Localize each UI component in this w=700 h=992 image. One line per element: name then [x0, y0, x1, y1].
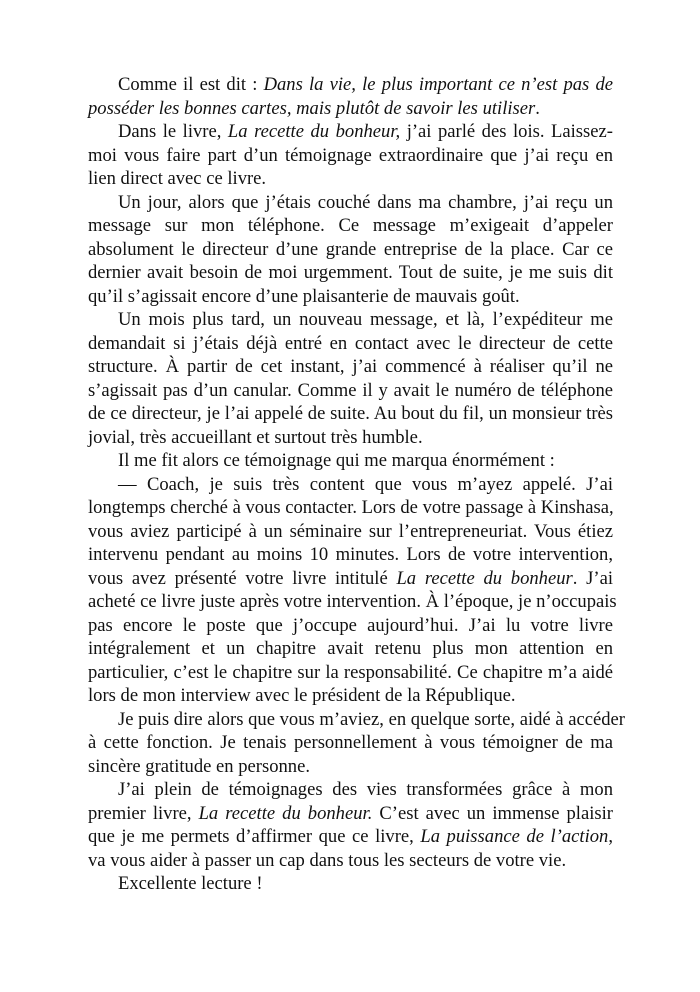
- text-run: dernier avait besoin de moi urgemment. Tout de suite, je me suis dit: [88, 262, 613, 283]
- text-run: C’est avec un immense plaisir: [372, 802, 613, 824]
- text-run: Dans le livre,: [118, 121, 228, 142]
- text-run: ,: [608, 826, 614, 847]
- text-run: vous aviez participé à un séminaire sur l’entrepreneuriat. Vous étiez: [88, 520, 613, 542]
- text-line: [88, 872, 613, 896]
- text-run: longtemps cherché à vous contacter. Lors de votre passage à Kinshasa,: [88, 497, 614, 518]
- text-run: Un jour, alors que j’étais couché dans ma chambre, j’ai reçu un: [118, 191, 613, 213]
- text-line: [88, 473, 613, 497]
- text-run: . J’ai: [572, 567, 613, 589]
- text-run: — Coach, je suis très content que vous m’ayez appelé. J’ai: [118, 473, 613, 495]
- text-line: [88, 684, 613, 708]
- text-line: [88, 543, 613, 567]
- text-line: [88, 238, 613, 262]
- text-line: [88, 567, 613, 591]
- italic-text-run: La recette du bonheur: [396, 567, 573, 589]
- italic-text-run: posséder les bonnes cartes, mais plutôt de savoir les utiliser: [88, 97, 536, 119]
- text-line: [88, 755, 613, 779]
- italic-text-run: Dans la vie, le plus important ce n’est pas de: [263, 74, 614, 95]
- text-run: lors de mon interview avec le président de la République.: [88, 685, 516, 706]
- text-line: [88, 426, 613, 450]
- text-run: va vous aider à passer un cap dans tous les secteurs de votre vie.: [88, 849, 567, 871]
- text-run: absolument le directeur d’une grande entreprise de la place. Car ce: [88, 238, 613, 260]
- text-run: J’ai plein de témoignages des vies transformées grâce à mon: [118, 779, 613, 800]
- text-line: [88, 614, 613, 638]
- italic-text-run: La recette du bonheur,: [227, 121, 401, 142]
- text-line: [88, 825, 613, 849]
- text-run: premier livre,: [88, 802, 199, 824]
- text-run: Comme il est dit :: [118, 74, 264, 95]
- paragraph: [88, 449, 613, 473]
- paragraph: [88, 308, 613, 449]
- text-run: de ce directeur, je l’ai appelé de suite. Au bout du fil, un monsieur très: [88, 403, 613, 424]
- paragraph: [88, 191, 613, 309]
- text-line: [88, 708, 625, 732]
- text-line: [88, 590, 617, 614]
- paragraph: [88, 708, 625, 779]
- text-line: [88, 308, 613, 332]
- text-line: [88, 849, 613, 873]
- text-run: demandait si j’étais déjà entré en contact avec le directeur de cette: [88, 332, 613, 354]
- paragraph: [88, 120, 613, 191]
- text-run: structure. À partir de cet instant, j’ai commencé à réaliser qu’il ne: [88, 356, 613, 377]
- paragraph: [88, 473, 617, 708]
- text-line: [88, 661, 613, 685]
- text-run: sincère gratitude en personne.: [88, 755, 310, 777]
- text-run: s’agissait pas d’un canular. Comme il y avait le numéro de téléphone: [88, 379, 613, 401]
- text-run: moi vous faire part d’un témoignage extraordinaire que j’ai reçu en: [88, 144, 613, 166]
- text-run: jovial, très accueillant et surtout très humble.: [88, 426, 423, 448]
- text-run: lien direct avec ce livre.: [88, 168, 267, 189]
- document-page: [88, 73, 625, 896]
- text-line: [88, 496, 613, 520]
- text-run: qu’il s’agissait encore d’une plaisanterie de mauvais goût.: [88, 285, 520, 307]
- text-line: [88, 731, 613, 755]
- text-run: Un mois plus tard, un nouveau message, et là, l’expéditeur me: [118, 309, 613, 330]
- text-run: vous avez présenté votre livre intitulé: [88, 567, 397, 589]
- text-line: [88, 261, 613, 285]
- text-run: intervenu pendant au moins 10 minutes. Lors de votre intervention,: [88, 544, 613, 565]
- paragraph: [88, 778, 613, 872]
- text-run: acheté ce livre juste après votre intervention. À l’époque, je n’occupais: [88, 591, 617, 612]
- text-line: [88, 120, 613, 144]
- text-line: [88, 167, 613, 191]
- text-line: [88, 285, 613, 309]
- text-line: [88, 97, 613, 121]
- text-line: [88, 191, 613, 215]
- text-line: [88, 214, 613, 238]
- text-run: particulier, c’est le chapitre sur la responsabilité. Ce chapitre m’a aidé: [88, 661, 613, 683]
- text-run: à cette fonction. Je tenais personnellement à vous témoigner de ma: [88, 732, 613, 753]
- text-run: .: [535, 97, 540, 119]
- text-run: message sur mon téléphone. Ce message m’exigeait d’appeler: [88, 215, 613, 236]
- paragraph: [88, 73, 613, 120]
- text-line: [88, 449, 613, 473]
- text-run: j’ai parlé des lois. Laissez-: [400, 121, 613, 142]
- text-line: [88, 355, 613, 379]
- text-run: Je puis dire alors que vous m’aviez, en quelque sorte, aidé à accéder: [118, 708, 625, 730]
- text-run: Il me fit alors ce témoignage qui me marqua énormément :: [118, 450, 555, 471]
- text-line: [88, 73, 613, 97]
- text-run: pas encore le poste que j’occupe aujourd’hui. J’ai lu votre livre: [88, 614, 613, 636]
- italic-text-run: La puissance de l’action: [420, 826, 609, 847]
- text-line: [88, 144, 613, 168]
- text-line: [88, 379, 613, 403]
- text-run: que je me permets d’affirmer que ce livre,: [88, 826, 421, 847]
- text-line: [88, 802, 613, 826]
- text-run: Excellente lecture !: [118, 873, 263, 894]
- italic-text-run: La recette du bonheur.: [198, 802, 373, 824]
- text-line: [88, 637, 613, 661]
- text-line: [88, 520, 613, 544]
- text-line: [88, 402, 613, 426]
- text-line: [88, 332, 613, 356]
- text-line: [88, 778, 613, 802]
- text-run: intégralement et un chapitre avait retenu plus mon attention en: [88, 638, 613, 659]
- paragraph: [88, 872, 613, 896]
